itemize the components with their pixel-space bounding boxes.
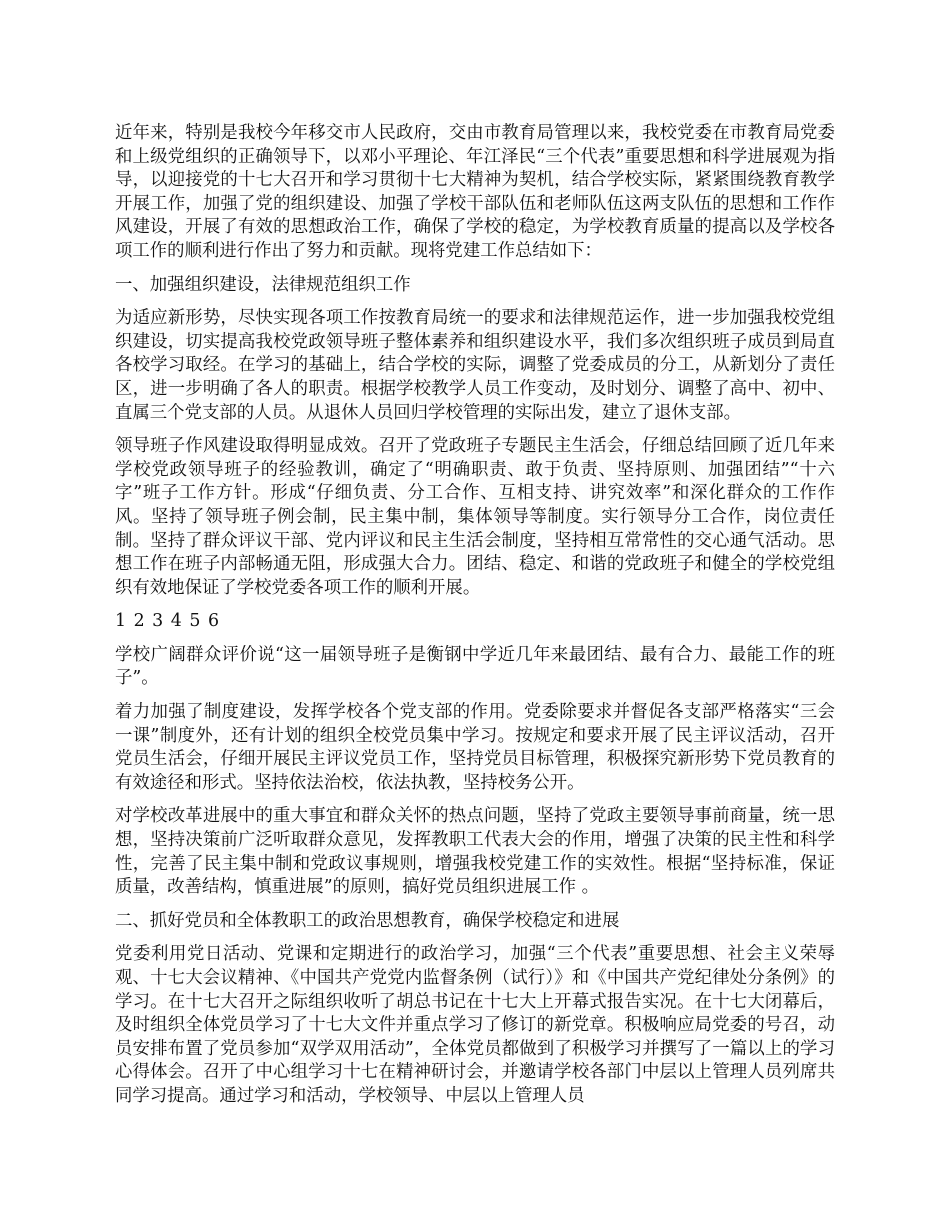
body-paragraph: 党委利用党日活动、党课和定期进行的政治学习，加强“三个代表”重要思想、社会主义荣辱观、十七大会议精神、《中国共产党党内监督条例（试行）》和《中国共产党纪律处分条例》的学习。在十七大召开之际组织收听了胡总书记在十七大上开幕式报告实况。在十七大闭幕后，及时组织全体党员学习了十七大文件并重点学习了修订的新党章。积极响应局党委的号召，动员安排布置了党员参加“双学双用活动”，全体党员都做到了积极学习并撰写了一篇以上的学习心得体会。召开了中心组学习十七在精神研讨会，并邀请学校各部门中层以上管理人员列席共同学习提高。通过学习和活动，学校领导、中层以上管理人员 xyxy=(115,944,835,1106)
section-heading-1: 一、加强组织建设，法律规范组织工作 xyxy=(115,274,411,295)
body-paragraph: 着力加强了制度建设，发挥学校各个党支部的作用。党委除要求并督促各支部严格落实“三会一课”制度外，还有计划的组织全校党员集中学习。按规定和要求开展了民主评议活动，召开党员生活会，仔细开展民主评议党员工作，坚持党员目标管理，积极探究新形势下党员教育的有效途径和形式。坚持依法治校，依法执教，坚持校务公开。 xyxy=(115,702,835,793)
body-paragraph: 学校广阔群众评价说“这一届领导班子是衡钢中学近几年来最团结、最有合力、最能工作的班子”。 xyxy=(115,644,835,689)
body-paragraph: 领导班子作风建设取得明显成效。召开了党政班子专题民主生活会，仔细总结回顾了近几年来学校党政领导班子的经验教训，确定了“明确职责、敢于负责、坚持原则、加强团结”“十六字”班子工作方针。形成“仔细负责、分工合作、互相支持、讲究效率”和深化群众的工作作风。坚持了领导班子例会制，民主集中制，集体领导等制度。实行领导分工合作，岗位责任制。坚持了群众评议干部、党内评议和民主生活会制度，坚持相互常常性的交心通气活动。思想工作在班子内部畅通无阻，形成强大合力。团结、稳定、和谐的党政班子和健全的学校党组织有效地保证了学校党委各项工作的顺利开展。 xyxy=(115,436,835,598)
document-body xyxy=(115,122,835,1119)
intro-paragraph: 近年来，特别是我校今年移交市人民政府，交由市教育局管理以来，我校党委在市教育局党委和上级党组织的正确领导下，以邓小平理论、年江泽民“三个代表”重要思想和科学进展观为指导，以迎接党的十七大召开和学习贯彻十七大精神为契机，结合学校实际，紧紧围绕教育教学开展工作，加强了党的组织建设、加强了学校干部队伍和老师队伍这两支队伍的思想和工作作风建设，开展了有效的思想政治工作，确保了学校的稳定，为学校教育质量的提高以及学校各项工作的顺利进行作出了努力和贡献。现将党建工作总结如下： xyxy=(115,123,835,261)
page-number-sequence: 1 2 3 4 5 6 xyxy=(115,611,221,632)
section-heading-2: 二、抓好党员和全体教职工的政治思想教育，确保学校稳定和进展 xyxy=(115,910,620,931)
body-paragraph: 对学校改革进展中的重大事宜和群众关怀的热点问题，坚持了党政主要领导事前商量，统一思想，坚持决策前广泛听取群众意见，发挥教职工代表大会的作用，增强了决策的民主性和科学性，完善了民主集中制和党政议事规则，增强我校党建工作的实效性。根据“坚持标准，保证质量，改善结构，慎重进展”的原则，搞好党员组织进展工作 。 xyxy=(115,806,835,898)
body-paragraph: 为适应新形势，尽快实现各项工作按教育局统一的要求和法律规范运作，进一步加强我校党组织建设，切实提高我校党政领导班子整体素养和组织建设水平，我们多次组织班子成员到局直各校学习取经。在学习的基础上，结合学校的实际，调整了党委成员的分工，从新划分了责任区，进一步明确了各人的职责。根据学校教学人员工作变动，及时划分、调整了高中、初中、直属三个党支部的人员。从退休人员回归学校管理的实际出发，建立了退休支部。 xyxy=(115,308,835,423)
